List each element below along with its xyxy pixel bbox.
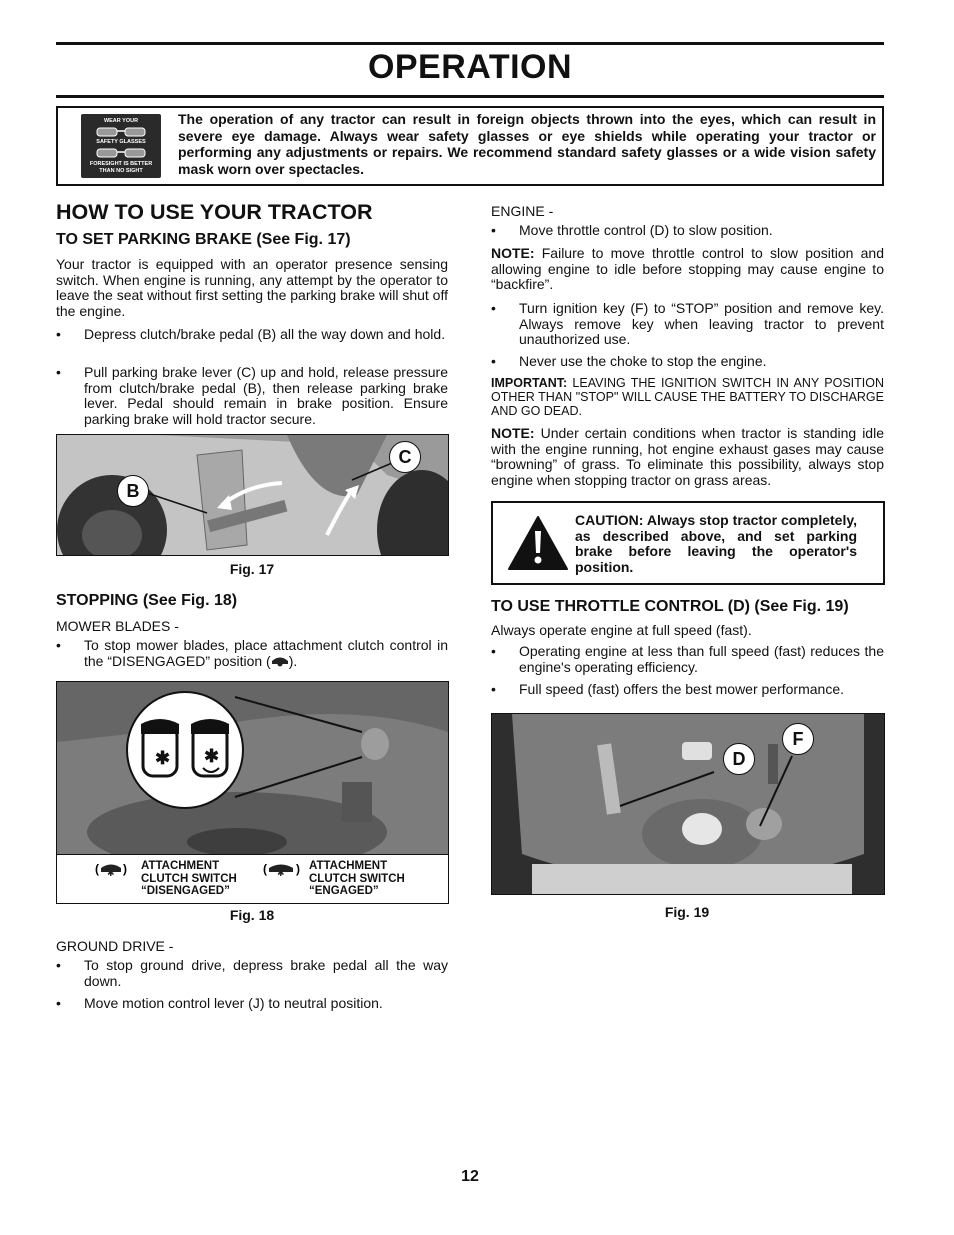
throttle-intro: Always operate engine at full speed (fast). xyxy=(491,622,752,638)
safety-warning-box xyxy=(56,106,884,186)
legend-line: “DISENGAGED” xyxy=(141,885,230,897)
icon-text-line: FORESIGHT IS BETTER xyxy=(89,161,153,167)
warning-triangle-icon xyxy=(507,515,569,571)
throttle-illustration xyxy=(492,714,884,894)
bullet-text: Never use the choke to stop the engine. xyxy=(519,353,767,369)
note-text: Under certain conditions when tractor is standing idle with the engine running, hot engine exhaust gases may cause “browning” of grass. To eliminate this possibility, always stop engine when stopping tractor on grass areas. xyxy=(491,425,884,488)
callout-c: C xyxy=(389,441,421,473)
icon-text-line: WEAR YOUR xyxy=(103,118,139,124)
svg-text:✱: ✱ xyxy=(277,868,285,876)
bullet-text: Full speed (fast) offers the best mower performance. xyxy=(519,681,844,697)
callout-d: D xyxy=(723,743,755,775)
page-number: 12 xyxy=(461,1168,479,1185)
parking-brake-heading: TO SET PARKING BRAKE (See Fig. 17) xyxy=(56,231,351,248)
figure-19-image xyxy=(491,713,885,895)
parking-brake-intro: Your tractor is equipped with an operator presence sensing switch. When engine is running, any attempt by the operator to leave the seat without first setting the parking brake will shut off the engine. xyxy=(56,256,448,319)
figure-19-caption: Fig. 19 xyxy=(664,904,710,920)
bullet-text: Depress clutch/brake pedal (B) all the way down and hold. xyxy=(84,326,446,342)
svg-text:✱: ✱ xyxy=(204,746,220,766)
callout-b: B xyxy=(117,475,149,507)
bullet-text: To stop ground drive, depress brake pedal all the way down. xyxy=(84,957,448,989)
list-item: • Pull parking brake lever (C) up and hold, release pressure from clutch/brake pedal (B), then release parking brake lever. Pedal should remain in brake position. Ensure parking brake will hold tractor secure. xyxy=(56,364,448,427)
bullet-text xyxy=(84,638,448,669)
note-label: NOTE: xyxy=(491,425,535,441)
list-item: • Full speed (fast) offers the best mower performance. xyxy=(491,682,884,700)
note-backfire xyxy=(491,246,884,293)
legend-line: CLUTCH SWITCH xyxy=(141,872,237,885)
legend-line: ATTACHMENT xyxy=(141,860,220,872)
figure-18-caption: Fig. 18 xyxy=(229,907,275,923)
list-item: • To stop ground drive, depress brake pedal all the way down. xyxy=(56,957,448,989)
legend-line: ATTACHMENT xyxy=(309,860,388,872)
figure-18 xyxy=(56,681,449,904)
figure-17-caption: Fig. 17 xyxy=(229,561,275,577)
section-heading: HOW TO USE YOUR TRACTOR xyxy=(56,200,373,224)
list-item: • Never use the choke to stop the engine. xyxy=(491,354,884,372)
engaged-legend-icon xyxy=(263,862,303,876)
bullet-text: Move throttle control (D) to slow position. xyxy=(519,222,773,238)
stopping-heading: STOPPING (See Fig. 18) xyxy=(56,592,238,609)
svg-text:(: ( xyxy=(263,862,267,876)
page-title: OPERATION xyxy=(367,48,573,86)
title-rule xyxy=(56,95,884,98)
icon-text-line: SAFETY GLASSES xyxy=(96,139,146,145)
bullet-text-post: ). xyxy=(288,652,298,669)
note-label: NOTE: xyxy=(491,245,535,261)
important-text: LEAVING THE IGNITION SWITCH IN ANY POSITION OTHER THAN "STOP" WILL CAUSE THE BATTERY TO DISCHARGE AND GO DEAD. xyxy=(491,376,884,418)
disengaged-legend-icon xyxy=(95,862,129,876)
legend-disengaged xyxy=(141,860,237,898)
legend-line: “ENGAGED” xyxy=(309,885,379,897)
svg-text:(: ( xyxy=(95,862,99,876)
list-item: • Operating engine at less than full speed (fast) reduces the engine's operating efficiency. xyxy=(491,643,884,675)
list-item: • Move throttle control (D) to slow position. xyxy=(491,223,884,241)
important-label: IMPORTANT: xyxy=(491,376,568,390)
legend-line: CLUTCH SWITCH xyxy=(309,872,405,885)
glasses-icon xyxy=(95,126,147,138)
note-browning xyxy=(491,426,884,488)
figure-18-legend xyxy=(57,854,448,904)
bullet-text: Move motion control lever (J) to neutral position. xyxy=(84,995,383,1011)
svg-text:✱: ✱ xyxy=(107,868,115,876)
throttle-heading: TO USE THROTTLE CONTROL (D) (See Fig. 19) xyxy=(491,598,849,615)
disengaged-symbol-icon xyxy=(271,656,289,667)
list-item: • Move motion control lever (J) to neutral position. xyxy=(56,996,448,1014)
glasses-icon xyxy=(95,147,147,159)
engine-label: ENGINE - xyxy=(491,203,554,219)
legend-engaged xyxy=(309,860,405,898)
warning-text: The operation of any tractor can result in foreign objects thrown into the eyes, which can result in severe eye damage. Always wear safety glasses or eye shields while operating your tractor or performing any adjustments or repairs. We recommend standard safety glasses or a wide vision safety mask worn over spectacles. xyxy=(178,111,876,177)
bullet-text: Operating engine at less than full speed (fast) reduces the engine's operating efficiency. xyxy=(519,643,884,675)
clutch-switch-illustration xyxy=(57,682,448,854)
note-text: Failure to move throttle control to slow position and allowing engine to idle before stopping may cause engine to “backfire”. xyxy=(491,245,884,292)
list-item: • Depress clutch/brake pedal (B) all the way down and hold. xyxy=(56,327,448,361)
icon-text-line: THAN NO SIGHT xyxy=(99,168,143,174)
list-item: • To stop mower blades, place attachment clutch control in the “DISENGAGED” position ( ). xyxy=(56,637,448,669)
figure-17-image xyxy=(56,434,449,556)
important-note xyxy=(491,376,884,418)
bullet-text-pre: To stop mower blades, place attachment clutch control in the “DISENGAGED” position ( xyxy=(84,637,448,669)
caution-text: CAUTION: Always stop tractor completely, as described above, and set parking brake before leaving the operator's position. xyxy=(575,512,857,575)
bullet-text: Pull parking brake lever (C) up and hold, release pressure from clutch/brake pedal (B), then release parking brake lever. Pedal should remain in brake position. Ensure parking brake will hold tractor secure. xyxy=(84,364,448,427)
bullet-text: Turn ignition key (F) to “STOP” position and remove key. Always remove key when leaving tractor to prevent unauthorized use. xyxy=(519,300,884,347)
svg-text:): ) xyxy=(123,862,127,876)
svg-text:): ) xyxy=(296,862,300,876)
svg-text:✱: ✱ xyxy=(155,748,171,768)
ground-drive-label: GROUND DRIVE - xyxy=(56,938,174,954)
list-item: • Turn ignition key (F) to “STOP” position and remove key. Always remove key when leaving tractor to prevent unauthorized use. xyxy=(491,300,884,347)
callout-f: F xyxy=(782,723,814,755)
top-rule xyxy=(56,42,884,45)
safety-glasses-icon xyxy=(81,114,161,178)
mower-blades-label: MOWER BLADES - xyxy=(56,618,179,634)
caution-box xyxy=(491,501,885,585)
